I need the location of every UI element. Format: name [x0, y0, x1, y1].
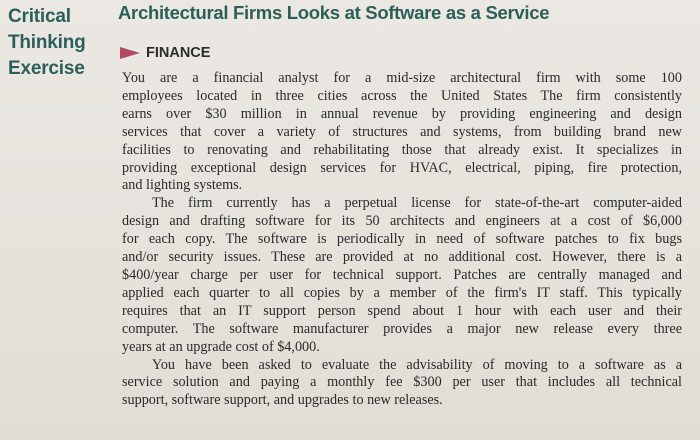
body-line: You are a financial analyst for a mid-size architectural firm with some 100 [122, 70, 682, 86]
arrow-right-icon [120, 47, 140, 59]
body-line: services that cover a variety of structures and systems, from building brand new [122, 123, 682, 140]
finance-tag-label: FINANCE [146, 45, 211, 61]
body-line: providing exceptional design services for HVAC, electrical, piping, fire protection, [122, 159, 682, 176]
finance-tag [120, 45, 210, 61]
body-line: applied each quarter to all copies by a member of the firm's IT staff. This typically [122, 284, 682, 301]
body-line: and lighting systems. [122, 177, 243, 194]
body-line: employees located in three cities across the United States The firm consistently [122, 87, 682, 104]
critical-thinking-exercise-heading [8, 4, 108, 82]
body-line: and/or security issues. These are provided at no additional cost. However, there is a [122, 249, 682, 266]
body-line: for each copy. The software is periodically in need of software patches to fix bugs [122, 231, 682, 248]
body-line: computer. The software manufacturer provides a major new release every three [122, 320, 682, 337]
body-line: You have been asked to evaluate the advisability of moving to a software as a [152, 356, 682, 373]
body-line: facilities to renovating and rehabilitating those that already exist. It specializes in [122, 141, 682, 158]
body-line: support, software support, and upgrades to new releases. [122, 392, 443, 409]
body-line: service solution and paying a monthly fee $300 per user that includes all technical [122, 374, 682, 391]
exercise-title: Architectural Firms Looks at Software as a Service [118, 2, 550, 23]
sidebar-line-3: Exercise [8, 58, 85, 79]
exercise-body [122, 70, 682, 410]
body-line: design and drafting software for its 50 architects and engineers at a cost of $6,000 [122, 213, 682, 230]
body-line: earns over $30 million in annual revenue by providing engineering and design [122, 105, 682, 122]
sidebar-line-1: Critical [8, 6, 71, 27]
sidebar-line-2: Thinking [8, 32, 86, 53]
body-line: $400/year charge per user for technical support. Patches are centrally managed and [122, 266, 682, 283]
body-line: The firm currently has a perpetual license for state-of-the-art computer-aided [152, 195, 682, 212]
body-line: years at an upgrade cost of $4,000. [122, 338, 320, 355]
body-line: requires that an IT support person spend about 1 hour with each user and their [122, 302, 682, 319]
